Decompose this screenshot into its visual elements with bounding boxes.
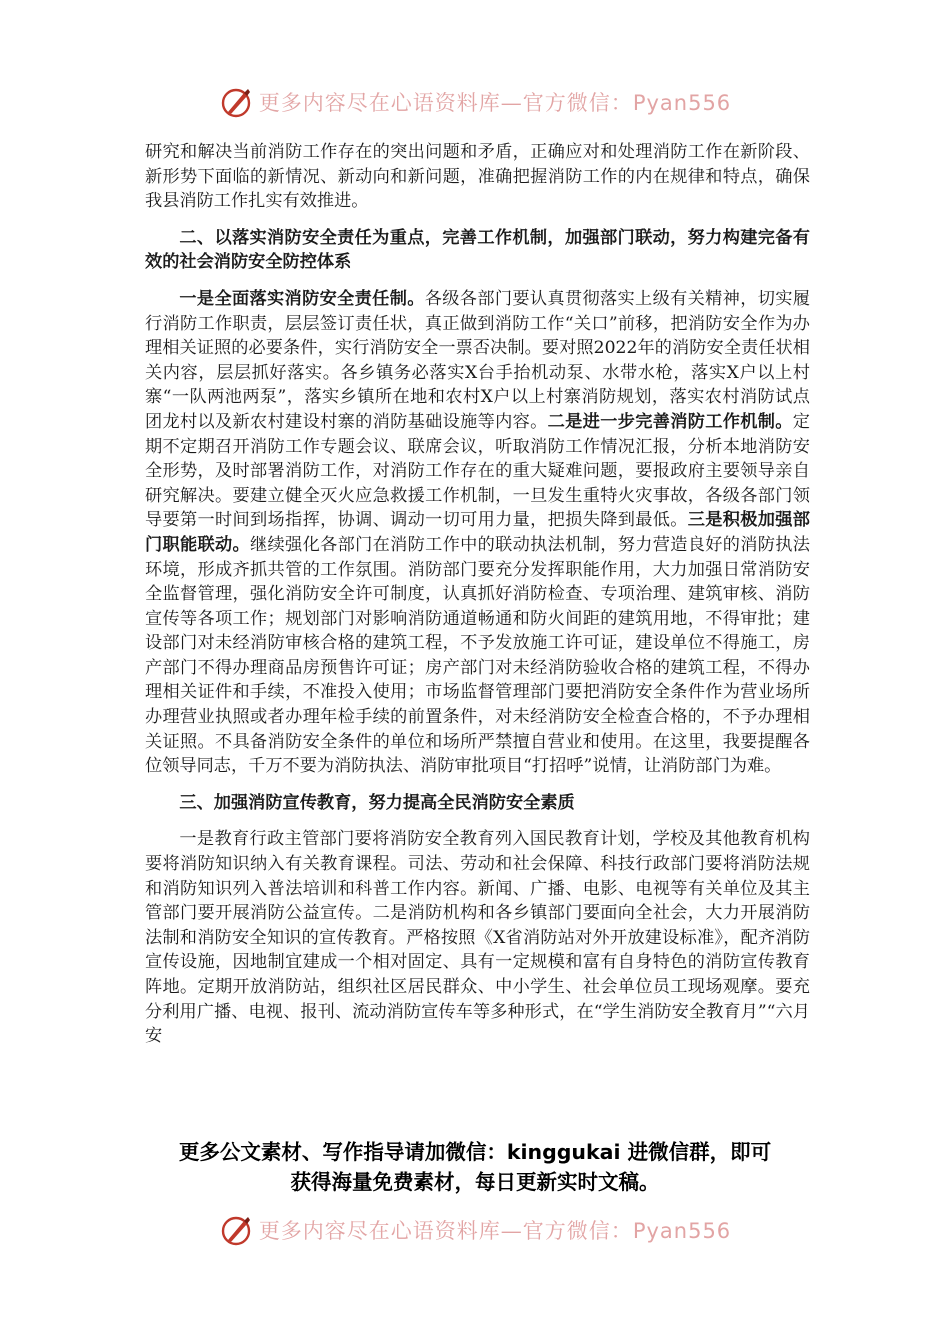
paragraph-section-3: 一是教育行政主管部门要将消防安全教育列入国民教育计划，学校及其他教育机构要将消防知识纳入有关教育课程。司法、劳动和社会保障、科技行政部门要将消防法规和消防知识列入普法培训和科普工作内容。新闻、广播、电影、电视等有关单位及其主管部门要开展消防公益宣传。二是消防机构和各乡镇部门要面向全社会，大力开展消防法制和消防安全知识的宣传教育。严格按照《X省消防站对外开放建设标准》，配齐消防宣传设施，因地制宜建成一个相对固定、具有一定规模和富有自身特色的消防宣传教育阵地。定期开放消防站，组织社区居民群众、中小学生、社会单位员工现场观摩。要充分利用广播、电视、报刊、流动消防宣传车等多种形式，在“学生消防安全教育月”“六月安 [145, 829, 810, 1047]
pen-circle-icon [219, 1213, 253, 1247]
promo-line-1: 更多公文素材、写作指导请加微信：kinggukai 进微信群，即可 [178, 1140, 772, 1164]
promo-line-2: 获得海量免费素材，每日更新实时文稿。 [290, 1170, 660, 1194]
section-heading-2: 二、以落实消防安全责任为重点，完善工作机制，加强部门联动，努力构建完备有效的社会消防安全防控体系 [145, 227, 810, 273]
lead-phrase-3: 三是积极加强部门职能联动。 [145, 510, 810, 555]
promo-notice [0, 1137, 950, 1197]
lead-phrase-2: 二是进一步完善消防工作机制。 [547, 411, 793, 432]
watermark-text: 更多内容尽在心语资料库—官方微信：Pyan556 [258, 91, 732, 115]
watermark-text: 更多内容尽在心语资料库—官方微信：Pyan556 [258, 1219, 732, 1243]
lead-phrase-1: 一是全面落实消防安全责任制。 [179, 288, 425, 309]
footer-watermark-banner [0, 1210, 950, 1250]
section-heading-3: 三、加强消防宣传教育，努力提高全民消防安全素质 [179, 792, 575, 813]
paragraph-section-2: 一是全面落实消防安全责任制。各级各部门要认真贯彻落实上级有关精神，切实履行消防工作职责，层层签订责任状，真正做到消防工作“关口”前移，把消防安全作为办理相关证照的必要条件，实行消防安全一票否决制。要对照2022年的消防安全责任状相关内容，层层抓好落实。各乡镇务必落实X台手抬机动泵、水带水枪，落实X户以上村寨“一队两池两泵”，落实乡镇所在地和农村X户以上村寨消防规划，落实农村消防试点团龙村以及新农村建设村寨的消防基础设施等内容。二是进一步完善消防工作机制。定期不定期召开消防工作专题会议、联席会议，听取消防工作情况汇报，分析本地消防安全形势，及时部署消防工作，对消防工作存在的重大疑难问题，要报政府主要领导亲自研究解决。要建立健全灭火应急救援工作机制，一旦发生重特火灾事故，各级各部门领导要第一时间到场指挥，协调、调动一切可用力量，把损失降到最低。三是积极加强部门职能联动。继续强化各部门在消防工作中的联动执法机制，努力营造良好的消防执法环境，形成齐抓共管的工作氛围。消防部门要充分发挥职能作用，大力加强日常消防安全监督管理，强化消防安全许可制度，认真抓好消防检查、专项治理、建筑审核、消防宣传等各项工作；规划部门对影响消防通道畅通和防火间距的建筑用地，不得审批；建设部门对未经消防审核合格的建筑工程，不予发放施工许可证，建设单位不得施工，房产部门不得办理商品房预售许可证；房产部门对未经消防验收合格的建筑工程，不得办理相关证件和手续，不准投入使用；市场监督管理部门要把消防安全条件作为营业场所办理营业执照或者办理年检手续的前置条件，对未经消防安全检查合格的，不予办理相关证照。不具备消防安全条件的单位和场所严禁擅自营业和使用。在这里，我要提醒各位领导同志，千万不要为消防执法、消防审批项目“打招呼”说情，让消防部门为难。 [145, 288, 810, 777]
pen-circle-icon [219, 85, 253, 119]
header-watermark-banner [0, 82, 950, 122]
paragraph-intro: 研究和解决当前消防工作存在的突出问题和矛盾，正确应对和处理消防工作在新阶段、新形势下面临的新情况、新动向和新问题，准确把握消防工作的内在规律和特点，确保我县消防工作扎实有效推进。 [145, 142, 810, 212]
document-body [145, 140, 810, 1049]
